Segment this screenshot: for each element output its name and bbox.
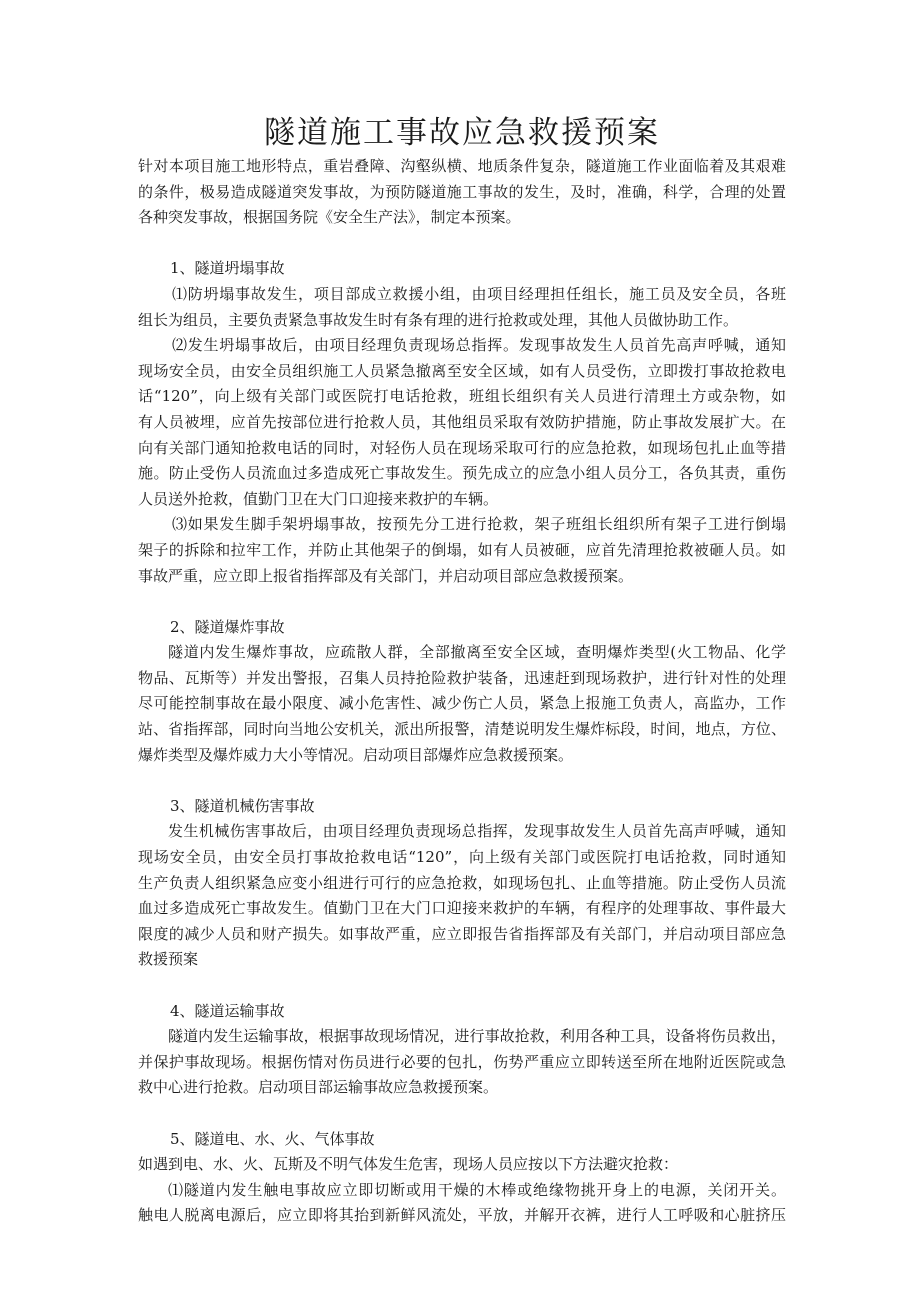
paragraph-line: 生产负责人组织紧急应变小组进行可行的应急抢救，如现场包扎、止血等措施。防止受伤人员流 bbox=[138, 873, 786, 892]
intro-line: 各种突发事故，根据国务院《安全生产法》，制定本预案。 bbox=[138, 208, 521, 227]
section-heading-2: 2、隧道爆炸事故 bbox=[170, 617, 285, 636]
paragraph-line: 如遇到电、水、火、瓦斯及不明气体发生危害，现场人员应按以下方法避灾抢救： bbox=[138, 1155, 679, 1174]
paragraph-line: 并保护事故现场。根据伤情对伤员进行必要的包扎，伤势严重应立即转送至所在地附近医院或急 bbox=[138, 1052, 786, 1071]
paragraph-line: 隧道内发生爆炸事故，应疏散人群，全部撤离至安全区域，查明爆炸类型(火工物品、化学 bbox=[168, 643, 786, 662]
paragraph-gap bbox=[138, 973, 786, 999]
paragraph-line: 站、省指挥部，同时向当地公安机关，派出所报警，清楚说明发生爆炸标段，时间，地点，方位、 bbox=[138, 720, 786, 739]
paragraph-line: 有人员被埋，应首先按部位进行抢救人员，其他组员采取有效防护措施，防止事故发展扩大。在 bbox=[138, 412, 786, 431]
paragraph-line: 组长为组员，主要负责紧急事故发生时有条有理的进行抢救或处理，其他人员做协助工作。 bbox=[138, 310, 739, 329]
paragraph-line: ⑵发生坍塌事故后，由项目经理负责现场总指挥。发现事故发生人员首先高声呼喊，通知 bbox=[172, 336, 786, 355]
paragraph-gap bbox=[138, 589, 786, 615]
paragraph-line: 发生机械伤害事故后，由项目经理负责现场总指挥，发现事故发生人员首先高声呼喊，通知 bbox=[168, 822, 786, 841]
paragraph-gap bbox=[138, 768, 786, 794]
paragraph-gap bbox=[138, 1101, 786, 1127]
paragraph-line: 救中心进行抢救。启动项目部运输事故应急救援预案。 bbox=[138, 1078, 499, 1097]
paragraph-line: ⑶如果发生脚手架坍塌事故，按预先分工进行抢救，架子班组长组织所有架子工进行倒塌 bbox=[172, 515, 786, 534]
paragraph-gap bbox=[138, 231, 786, 257]
paragraph-line: 血过多造成死亡事故发生。值勤门卫在大门口迎接来救护的车辆，有程序的处理事故、事件最大 bbox=[138, 899, 786, 918]
paragraph-line: 限度的减少人员和财产损失。如事故严重，应立即报告省指挥部及有关部门，并启动项目部应急 bbox=[138, 924, 786, 943]
paragraph-line: 隧道内发生运输事故，根据事故现场情况，进行事故抢救，利用各种工具，设备将伤员救出， bbox=[168, 1027, 786, 1046]
paragraph-line: 事故严重，应立即上报省指挥部及有关部门，并启动项目部应急救援预案。 bbox=[138, 566, 634, 585]
section-heading-4: 4、隧道运输事故 bbox=[170, 1001, 285, 1020]
paragraph-line: 尽可能控制事故在最小限度、减小危害性、减少伤亡人员，紧急上报施工负责人，高监办，工作 bbox=[138, 694, 786, 713]
paragraph-line: 施。防止受伤人员流血过多造成死亡事故发生。预先成立的应急小组人员分工，各负其责，重伤 bbox=[138, 464, 786, 483]
section-heading-5: 5、隧道电、水、火、气体事故 bbox=[170, 1129, 375, 1148]
document-title: 隧道施工事故应急救援预案 bbox=[264, 115, 660, 151]
paragraph-line: 话“120”，向上级有关部门或医院打电话抢救，班组长组织有关人员进行清理土方或杂物，如 bbox=[138, 387, 786, 406]
paragraph-line: ⑴隧道内发生触电事故应立即切断或用干燥的木棒或绝缘物挑开身上的电源，关闭开关。 bbox=[168, 1180, 786, 1199]
paragraph-line: ⑴防坍塌事故发生，项目部成立救援小组，由项目经理担任组长，施工员及安全员，各班 bbox=[172, 284, 786, 303]
paragraph-line: 架子的拆除和拉牢工作，并防止其他架子的倒塌，如有人员被砸，应首先清理抢救被砸人员。如 bbox=[138, 540, 786, 559]
intro-line: 针对本项目施工地形特点，重岩叠障、沟壑纵横、地质条件复杂，隧道施工作业面临着及其艰难 bbox=[138, 157, 786, 175]
paragraph-line: 人员送外抢救，值勤门卫在大门口迎接来救护的车辆。 bbox=[138, 489, 499, 508]
paragraph-line: 触电人脱离电源后，应立即将其抬到新鲜风流处，平放，并解开衣裤，进行人工呼吸和心脏挤压 bbox=[138, 1206, 786, 1225]
intro-line: 的条件，极易造成隧道突发事故，为预防隧道施工事故的发生，及时，准确，科学，合理的处置 bbox=[138, 182, 786, 201]
document-page bbox=[138, 112, 786, 1229]
paragraph-line: 现场安全员，由安全员组织施工人员紧急撤离至安全区域，如有人员受伤，立即拨打事故抢救电 bbox=[138, 361, 786, 380]
paragraph-line: 物品、瓦斯等）并发出警报，召集人员持抢险救护装备，迅速赶到现场救护，进行针对性的处理 bbox=[138, 668, 786, 687]
paragraph-line: 救援预案 bbox=[138, 950, 199, 969]
paragraph-line: 现场安全员，由安全员打事故抢救电话“120”，向上级有关部门或医院打电话抢救，同时通知 bbox=[138, 848, 786, 867]
paragraph-line: 向有关部门通知抢救电话的同时，对轻伤人员在现场采取可行的应急抢救，如现场包扎止血等措 bbox=[138, 438, 786, 457]
paragraph-line: 爆炸类型及爆炸威力大小等情况。启动项目部爆炸应急救援预案。 bbox=[138, 745, 574, 764]
section-heading-1: 1、隧道坍塌事故 bbox=[170, 259, 285, 278]
section-heading-3: 3、隧道机械伤害事故 bbox=[170, 796, 315, 815]
